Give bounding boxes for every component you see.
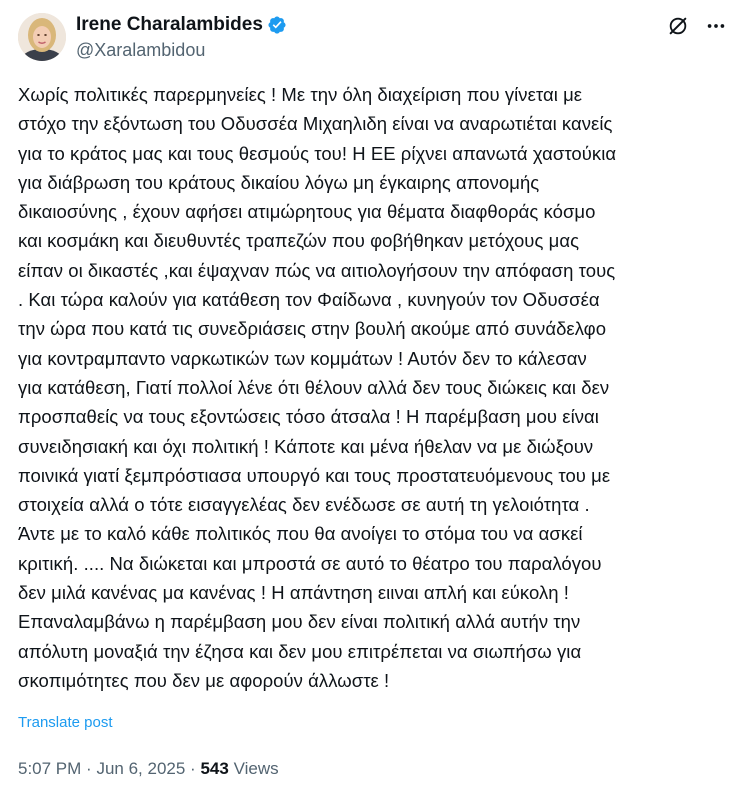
post-actions [666, 14, 728, 38]
post-time[interactable]: 5:07 PM [18, 759, 82, 778]
views-count: 543 [200, 759, 229, 778]
grok-icon[interactable] [666, 14, 690, 38]
post-date[interactable]: Jun 6, 2025 [96, 759, 186, 778]
author-names [76, 13, 287, 62]
post-meta [18, 758, 279, 780]
verified-badge-icon [267, 15, 287, 35]
post-text: Χωρίς πολιτικές παρερμηνείες ! Με την όλη διαχείριση που γίνεται με στόχο την εξόντωση του Οδυσσέα Μιχαηλιδη είναι να αναρωτιέται κανείς για το κράτος μας και τους θεσμούς του! Η ΕΕ ρίχνει απανωτά χαστούκια για διάβρωση του κράτους δικαίου λόγω μη έγκαιρης απονομής δικαιοσύνης , έχουν αφήσει ατιμώρητους για θέματα διαφθοράς κόσμο και κοσμάκη και διευθυντές τραπεζών που φοβήθηκαν μετόχους μας είπαν οι δικαστές ,και έψαχναν πώς να αιτιολογήσουν την απόφαση τους . Και τώρα καλούν για κατάθεση τον Φαίδωνα , κυνηγούν τον Οδυσσέα την ώρα που κατά τις συνεδριάσεις στην βουλή ακούμε από συνάδελφο για κοντραμπαντο ναρκωτικών των κομμάτων ! Αυτόν δεν το κάλεσαν για κατάθεση, Γιατί πολλοί λένε ότι θέλουν αλλά δεν τους διώκεις και δεν προσπαθείς να τους εξοντώσεις τόσο άτσαλα ! Η παρέμβαση μου είναι συνειδησιακή και όχι πολιτική ! Κάποτε και μένα ήθελαν να με διώξουν ποινικά γιατί ξεμπρόστιασα υπουργό και τους προστατευόμενους του με στοιχεία αλλά ο τότε εισαγγελέας δεν ενέδωσε σε αυτή τη γελοιότητα . Άντε με το καλό κάθε πολιτικός που θα ανοίγει το στόμα του να ασκεί κριτική. .... Να διώκεται και μπροστά σε αυτό το θέατρο του παραλόγου δεν μιλά κανένας μα κανένας ! Η απάντηση ειιναι απλή και εύκολη ! Επαναλαμβάνω η παρέμβαση μου δεν είναι πολιτική αλλά αυτήν την απόλυτη μοναξιά την έζησα και δεν μου επιτρέπεται να σιωπήσω για σκοπιμότητες που δεν με αφορούν άλλωστε ! [18, 84, 617, 691]
avatar-image [18, 13, 66, 61]
more-options-icon[interactable] [704, 14, 728, 38]
views-label: Views [233, 759, 279, 778]
translate-post-link[interactable]: Translate post [18, 714, 113, 731]
post-header [18, 10, 728, 62]
author-display-name[interactable]: Irene Charalambides [76, 14, 263, 35]
meta-separator: · [86, 759, 92, 778]
author-handle[interactable]: @Xaralambidou [76, 40, 206, 60]
avatar[interactable] [18, 13, 66, 61]
meta-separator: · [190, 759, 196, 778]
